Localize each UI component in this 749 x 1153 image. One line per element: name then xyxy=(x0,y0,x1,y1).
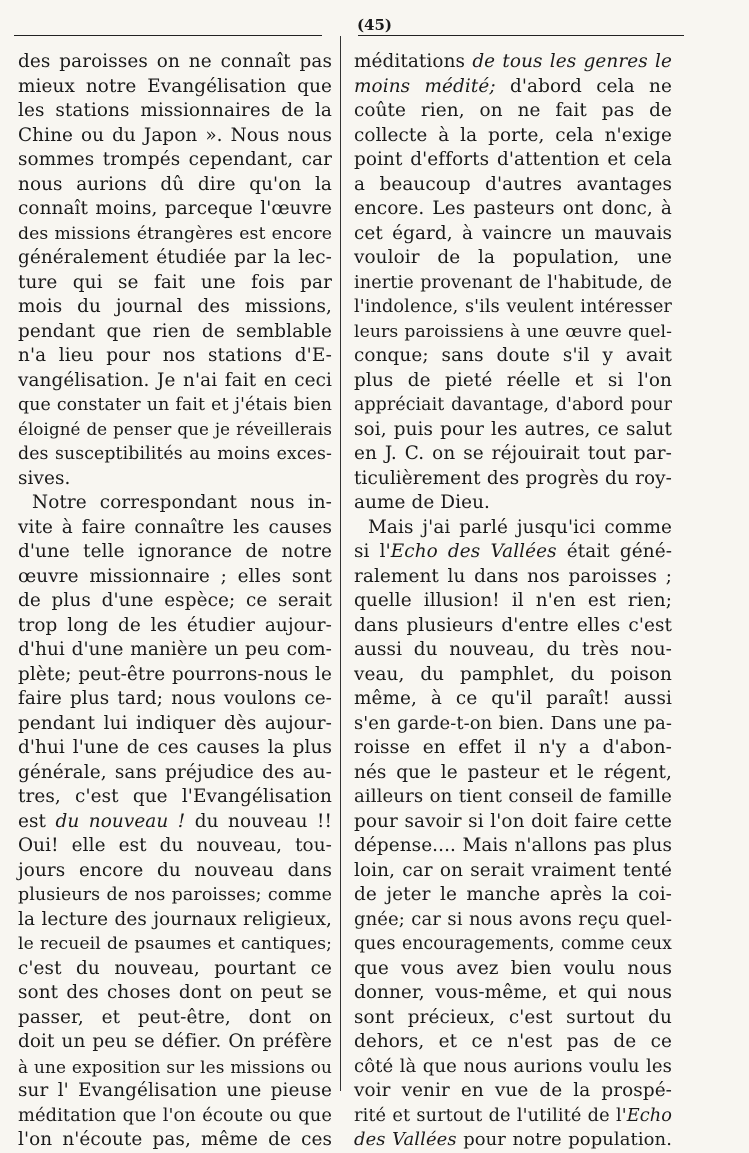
text-line: de jeter le manche après la coi- xyxy=(354,884,672,905)
text-line: leurs paroissiens à une œuvre quel- xyxy=(354,321,672,342)
text-line: dehors, et ce n'est pas de ce xyxy=(354,1031,672,1052)
text-line xyxy=(354,540,672,565)
text-line: roisse en effet il n'y a d'abon- xyxy=(354,737,672,758)
text-run: méditations xyxy=(354,51,473,72)
text-line xyxy=(354,75,672,100)
text-line: c'est du nouveau, pourtant ce xyxy=(18,957,332,979)
text-line: générale, sans préjudice des au- xyxy=(18,761,332,783)
text-run: rité et surtout de l'utilité de l' xyxy=(354,1105,627,1126)
text-line: vouloir de la population, une xyxy=(354,247,672,268)
left-column xyxy=(18,50,332,1153)
text-line: nés que le pasteur et le régent, xyxy=(354,761,672,783)
text-line: Mais j'ai parlé jusqu'ici comme xyxy=(368,516,672,538)
text-run: pour notre population. xyxy=(456,1129,672,1150)
text-line: inertie provenant de l'habitude, de xyxy=(354,272,672,293)
text-line: ture qui se fait une fois par xyxy=(18,271,332,293)
text-line: n'a lieu pour nos stations d'E- xyxy=(18,345,332,366)
text-line: sives. xyxy=(18,467,71,489)
text-line: appréciait davantage, d'abord pour xyxy=(354,395,672,415)
text-run: si l' xyxy=(354,541,391,562)
text-line: pendant que rien de semblable xyxy=(18,320,332,342)
text-line: Notre correspondant nous in- xyxy=(32,492,332,513)
text-line: que vous avez bien voulu nous xyxy=(354,957,672,979)
text-line: collecte à la porte, cela n'exige xyxy=(354,124,672,146)
text-line: sur l' Evangélisation une pieuse xyxy=(18,1080,332,1101)
text-run: était géné- xyxy=(556,541,673,562)
text-line: sont des choses dont on peut se xyxy=(18,982,332,1003)
text-line: coûte rien, on ne fait pas de xyxy=(354,100,672,121)
text-line: plusieurs de nos paroisses; comme xyxy=(18,885,332,905)
text-line: plus de pieté réelle et si l'on xyxy=(354,369,672,391)
text-line: dans plusieurs d'entre elles c'est xyxy=(354,614,672,636)
text-line: le recueil de psaumes et cantiques; xyxy=(18,934,332,954)
text-line: ailleurs on tient conseil de famille xyxy=(354,786,672,807)
text-line: soi, puis pour les autres, ce salut xyxy=(354,418,672,440)
text-line xyxy=(354,50,672,75)
text-line: aume de Dieu. xyxy=(354,492,490,513)
text-line: voir venir en vue de la prospé- xyxy=(354,1080,672,1101)
text-line: veau, du pamphlet, du poison xyxy=(354,663,672,685)
text-line: faire plus tard; nous voulons ce- xyxy=(18,688,332,709)
column-divider xyxy=(340,36,341,1091)
text-line: en J. C. on se réjouirait tout par- xyxy=(354,443,672,464)
text-line: même, à ce qu'il paraît! aussi xyxy=(354,688,672,709)
text-line: généralement étudiée par la lec- xyxy=(18,247,332,268)
text-line: éloigné de penser que je réveillerais xyxy=(18,419,332,439)
text-line: pour savoir si l'on doit faire cette xyxy=(354,810,672,832)
text-line: de plus d'une espèce; ce serait xyxy=(18,590,332,611)
text-line: cet égard, à vaincre un mauvais xyxy=(354,222,672,244)
text-line: tres, c'est que l'Evangélisation xyxy=(18,786,332,807)
text-line: doit un peu se défier. On préfère xyxy=(18,1031,332,1052)
text-line xyxy=(18,810,332,835)
text-run: est xyxy=(18,810,56,832)
text-line: aussi du nouveau, du très nou- xyxy=(354,639,672,660)
text-line: encore. Les pasteurs ont donc, à xyxy=(354,198,672,219)
text-line: vangélisation. Je n'ai fait en ceci xyxy=(18,369,332,391)
text-line: ralement lu dans nos paroisses ; xyxy=(354,565,672,587)
italic-text-run: moins médité; xyxy=(354,75,496,97)
text-line: d'hui d'une manière un peu com- xyxy=(18,639,332,660)
right-column xyxy=(354,50,672,1153)
text-line: jours encore du nouveau dans xyxy=(18,859,332,881)
page-number: (45) xyxy=(356,16,393,34)
text-line: sont précieux, c'est surtout du xyxy=(354,1006,672,1028)
text-line: l'indolence, s'ils veulent intéresser xyxy=(354,297,672,317)
text-line: Chine ou du Japon ». Nous nous xyxy=(18,124,332,146)
text-line xyxy=(354,1128,672,1153)
italic-text-run: des Vallées xyxy=(354,1129,457,1150)
text-line: dépense.... Mais n'allons pas plus xyxy=(354,835,672,856)
text-line: œuvre missionnaire ; elles sont xyxy=(18,565,332,587)
text-line: méditation que l'on écoute ou que xyxy=(18,1104,332,1126)
text-line: conque; sans doute s'il y avait xyxy=(354,345,672,366)
text-line: d'hui l'une de ces causes la plus xyxy=(18,737,332,758)
text-line: d'une telle ignorance de notre xyxy=(18,541,332,562)
italic-text-run: du nouveau ! xyxy=(55,810,186,832)
header-rule-left xyxy=(14,35,322,36)
text-line: nous aurions dû dire qu'on la xyxy=(18,173,332,195)
text-line: gnée; car si nous avons reçu quel- xyxy=(354,908,672,930)
text-line: l'on n'écoute pas, même de ces xyxy=(18,1129,332,1150)
text-line: la lecture des journaux religieux, xyxy=(18,908,332,930)
italic-text-run: Echo des Vallées xyxy=(390,541,557,562)
text-line: s'en garde-t-on bien. Dans une pa- xyxy=(354,712,672,734)
text-line: vite à faire connaître les causes xyxy=(18,516,332,538)
text-line: que constater un fait et j'étais bien xyxy=(18,395,332,415)
text-line: ques encouragements, comme ceux xyxy=(354,934,672,954)
text-line: à une exposition sur les missions ou xyxy=(18,1056,332,1077)
text-line: loin, car on serait vraiment tenté xyxy=(354,859,672,881)
text-line: a beaucoup d'autres avantages xyxy=(354,173,672,195)
text-line: passer, et peut-être, dont on xyxy=(18,1006,332,1028)
text-line: ticulièrement des progrès du roy- xyxy=(354,467,672,489)
text-line: trop long de les étudier aujour- xyxy=(18,614,332,636)
header-rule-right xyxy=(358,35,684,36)
italic-text-run: Echo xyxy=(626,1105,672,1126)
text-line: mois du journal des missions, xyxy=(18,296,332,317)
text-line: quelle illusion! il n'en est rien; xyxy=(354,590,672,611)
text-line: connaît moins, parceque l'œuvre xyxy=(18,198,332,219)
text-line: sommes trompés cependant, car xyxy=(18,149,332,170)
text-line: Oui! elle est du nouveau, tou- xyxy=(18,835,332,856)
text-line: des missions étrangères est encore xyxy=(18,223,332,244)
text-line: côté là que nous aurions voulu les xyxy=(354,1055,672,1077)
text-line: des paroisses on ne connaît pas xyxy=(18,51,332,72)
text-line: donner, vous-même, et qui nous xyxy=(354,982,672,1003)
text-run: d'abord cela ne xyxy=(495,75,672,97)
text-line: des susceptibilités au moins exces- xyxy=(18,444,332,464)
text-line: point d'efforts d'attention et cela xyxy=(354,149,672,170)
text-line: les stations missionnaires de la xyxy=(18,100,332,121)
text-line: mieux notre Evangélisation que xyxy=(18,75,332,97)
italic-text-run: de tous les genres le xyxy=(472,51,672,72)
text-line: pendant lui indiquer dès aujour- xyxy=(18,712,332,734)
text-line xyxy=(354,1104,672,1129)
text-line: plète; peut-être pourrons-nous le xyxy=(18,663,332,685)
text-run: du nouveau !! xyxy=(185,810,332,832)
